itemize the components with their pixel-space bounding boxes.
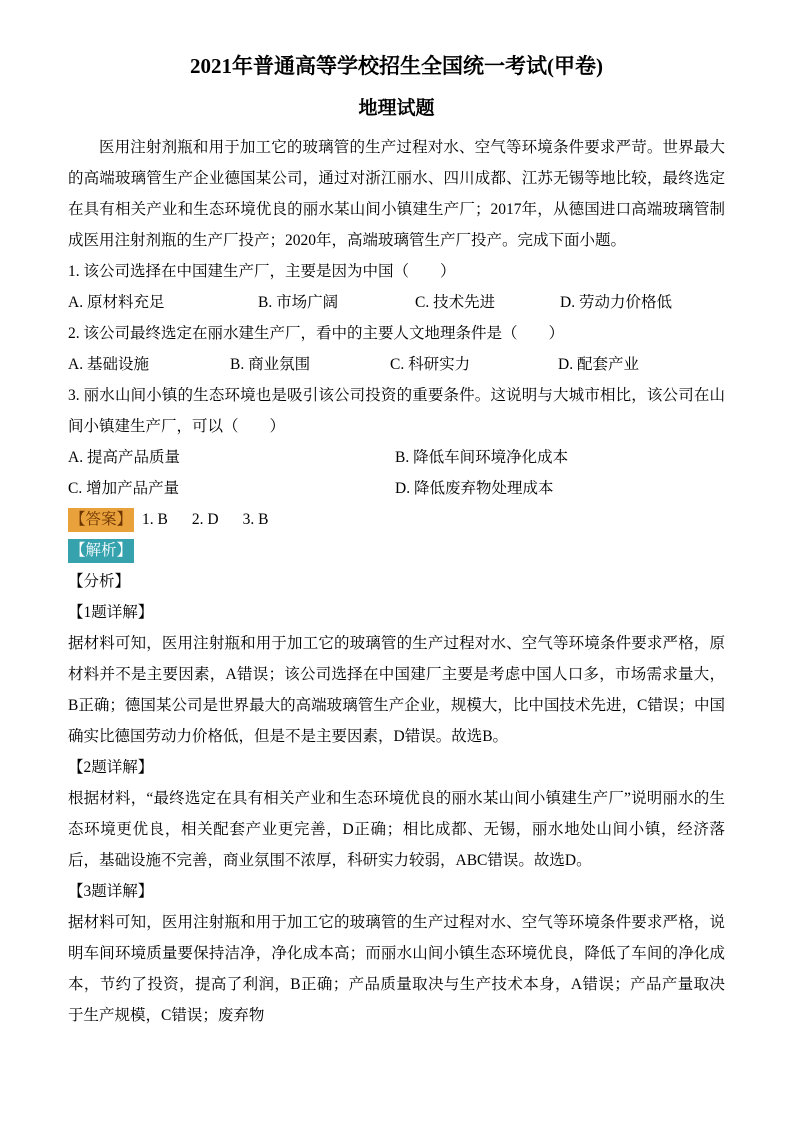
question-1-options <box>68 287 725 318</box>
detail-3-label: 【3题详解】 <box>68 883 154 900</box>
answer-item-1: 1. B <box>142 511 168 528</box>
page-subtitle: 地理试题 <box>358 98 435 119</box>
question-3-option-b: B. 降低车间环境净化成本 <box>395 449 569 466</box>
question-2-option-a: A. 基础设施 <box>68 356 149 373</box>
question-3-option-c: C. 增加产品产量 <box>68 480 180 497</box>
question-block-1 <box>68 256 725 318</box>
question-block-2 <box>68 318 725 380</box>
detail-1-label: 【1题详解】 <box>68 604 154 621</box>
page-title: 2021年普通高等学校招生全国统一考试(甲卷) <box>190 54 603 78</box>
detail-1-text: 据材料可知，医用注射瓶和用于加工它的玻璃管的生产过程对水、空气等环境条件要求严格，原材料并不是主要因素，A错误；该公司选择在中国建厂主要是考虑中国人口多，市场需求量大，B正确；德国某公司是世界最大的高端玻璃管生产企业，规模大，比中国技术先进，C错误；中国确实比德国劳动力价格低，但是不是主要因素，D错误。故选B。 <box>68 635 725 745</box>
answer-label: 【答案】 <box>68 508 134 532</box>
question-2-options <box>68 349 725 380</box>
fenxi-label: 【分析】 <box>68 573 131 590</box>
question-1-option-d: D. 劳动力价格低 <box>560 294 672 311</box>
question-3-option-a: A. 提高产品质量 <box>68 449 180 466</box>
analysis-label: 【解析】 <box>68 539 134 563</box>
detail-2-label: 【2题详解】 <box>68 759 154 776</box>
question-2-stem: 2. 该公司最终选定在丽水建生产厂，看中的主要人文地理条件是（ ） <box>68 325 565 342</box>
question-block-3 <box>68 380 725 504</box>
question-1-option-c: C. 技术先进 <box>415 294 496 311</box>
passage: 医用注射剂瓶和用于加工它的玻璃管的生产过程对水、空气等环境条件要求严苛。世界最大的高端玻璃管生产企业德国某公司，通过对浙江丽水、四川成都、江苏无锡等地比较，最终选定在具有相关产业和生态环境优良的丽水某山间小镇建生产厂；2017年，从德国进口高端玻璃管制成医用注射剂瓶的生产厂投产；2020年，高端玻璃管生产厂投产。完成下面小题。 <box>68 139 725 249</box>
answer-item-3: 3. B <box>242 511 269 528</box>
question-3-stem: 3. 丽水山间小镇的生态环境也是吸引该公司投资的重要条件。这说明与大城市相比，该公司在山间小镇建生产厂，可以（ ） <box>68 387 725 435</box>
analysis-header-line <box>68 535 725 566</box>
question-2-option-d: D. 配套产业 <box>558 356 639 373</box>
detail-2-text: 根据材料，“最终选定在具有相关产业和生态环境优良的丽水某山间小镇建生产厂”说明丽水的生态环境更优良，相关配套产业更完善，D正确；相比成都、无锡，丽水地处山间小镇，经济落后，基础设施不完善，商业氛围不浓厚，科研实力较弱，ABC错误。故选D。 <box>68 790 725 869</box>
question-2-option-c: C. 科研实力 <box>390 356 471 373</box>
question-3-options <box>68 442 725 504</box>
answer-line <box>68 504 725 535</box>
answer-item-2: 2. D <box>191 511 219 528</box>
question-1-option-b: B. 市场广阔 <box>258 294 339 311</box>
question-2-option-b: B. 商业氛围 <box>230 356 311 373</box>
question-1-option-a: A. 原材料充足 <box>68 294 165 311</box>
question-1-stem: 1. 该公司选择在中国建生产厂，主要是因为中国（ ） <box>68 263 456 280</box>
question-3-option-d: D. 降低废弃物处理成本 <box>395 480 554 497</box>
detail-3-text: 据材料可知，医用注射瓶和用于加工它的玻璃管的生产过程对水、空气等环境条件要求严格，说明车间环境质量要保持洁净，净化成本高；而丽水山间小镇生态环境优良，降低了车间的净化成本，节约了投资，提高了利润，B正确；产品质量取决与生产技术本身，A错误；产品产量取决于生产规模，C错误；废弃物 <box>68 914 725 1024</box>
